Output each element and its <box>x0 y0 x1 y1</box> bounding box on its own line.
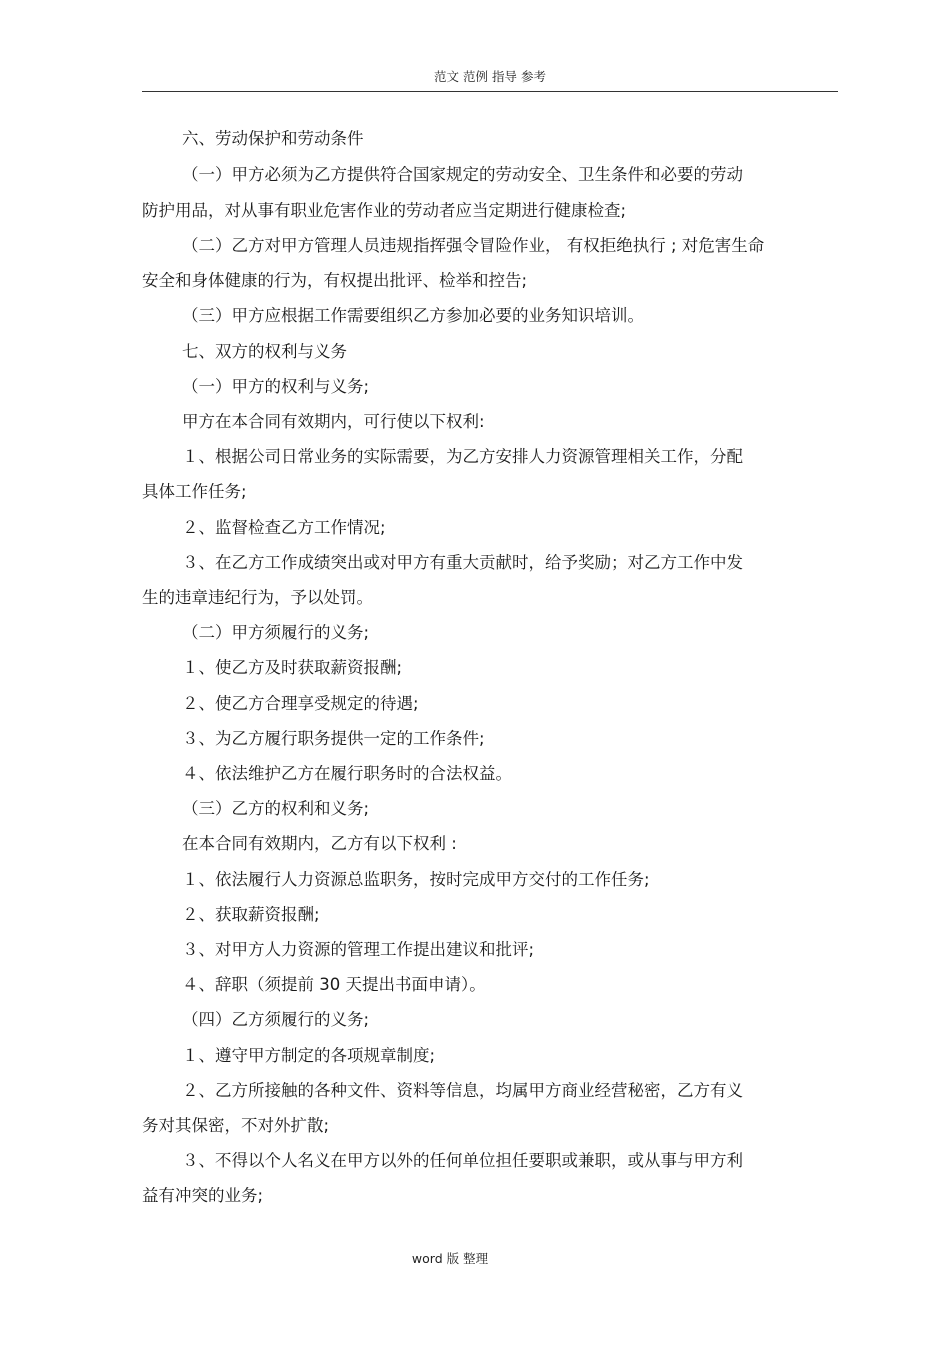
paragraph-line: （三）甲方应根据工作需要组织乙方参加必要的业务知识培训。 <box>182 306 644 325</box>
header-divider <box>142 91 838 92</box>
paragraph-line: （一）甲方的权利与义务; <box>182 377 370 396</box>
paragraph-line: ２、监督检查乙方工作情况; <box>182 518 386 537</box>
paragraph-line: （一）甲方必须为乙方提供符合国家规定的劳动安全、卫生条件和必要的劳动 <box>182 165 743 184</box>
paragraph-line: （三）乙方的权利和义务; <box>182 799 370 818</box>
paragraph-line: 生的违章违纪行为，予以处罚。 <box>142 588 373 607</box>
paragraph-line: １、根据公司日常业务的实际需要，为乙方安排人力资源管理相关工作，分配 <box>182 447 743 466</box>
page-header: 范文 范例 指导 参考 <box>434 69 546 84</box>
paragraph-line: 防护用品，对从事有职业危害作业的劳动者应当定期进行健康检查; <box>142 201 627 220</box>
paragraph-line: １、使乙方及时获取薪资报酬; <box>182 658 403 677</box>
paragraph-line: （二）乙方对甲方管理人员违规指挥强令冒险作业， 有权拒绝执行 ; 对危害生命 <box>182 236 765 255</box>
paragraph-line: ３、在乙方工作成绩突出或对甲方有重大贡献时，给予奖励；对乙方工作中发 <box>182 553 743 572</box>
section-heading: 七、双方的权利与义务 <box>182 342 347 361</box>
footer-text: word 版 整理 <box>411 1251 489 1266</box>
paragraph-line: ３、为乙方履行职务提供一定的工作条件; <box>182 729 485 748</box>
paragraph-line: 具体工作任务; <box>142 482 247 501</box>
paragraph-line: 益有冲突的业务; <box>142 1186 264 1205</box>
paragraph-line: ２、使乙方合理享受规定的待遇; <box>182 694 419 713</box>
paragraph-line: ４、辞职（须提前 30 天提出书面申请）。 <box>182 975 486 994</box>
paragraph-line: 甲方在本合同有效期内，可行使以下权利: <box>182 412 485 431</box>
paragraph-line: ３、对甲方人力资源的管理工作提出建议和批评; <box>182 940 535 959</box>
paragraph-line: １、遵守甲方制定的各项规章制度; <box>182 1046 436 1065</box>
section-heading: 六、劳动保护和劳动条件 <box>182 129 364 148</box>
paragraph-line: ２、乙方所接触的各种文件、资料等信息，均属甲方商业经营秘密，乙方有义 <box>182 1081 743 1100</box>
paragraph-line: ４、依法维护乙方在履行职务时的合法权益。 <box>182 764 512 783</box>
page-footer <box>0 1249 950 1269</box>
paragraph-line: 务对其保密，不对外扩散; <box>142 1116 330 1135</box>
paragraph-line: １、依法履行人力资源总监职务，按时完成甲方交付的工作任务; <box>182 870 650 889</box>
paragraph-line: 安全和身体健康的行为，有权提出批评、检举和控告; <box>142 271 528 290</box>
paragraph-line: （四）乙方须履行的义务; <box>182 1010 370 1029</box>
paragraph-line: （二）甲方须履行的义务; <box>182 623 370 642</box>
paragraph-line: 在本合同有效期内，乙方有以下权利 : <box>182 834 457 853</box>
paragraph-line: ２、获取薪资报酬; <box>182 905 320 924</box>
paragraph-line: ３、不得以个人名义在甲方以外的任何单位担任要职或兼职，或从事与甲方利 <box>182 1151 743 1170</box>
